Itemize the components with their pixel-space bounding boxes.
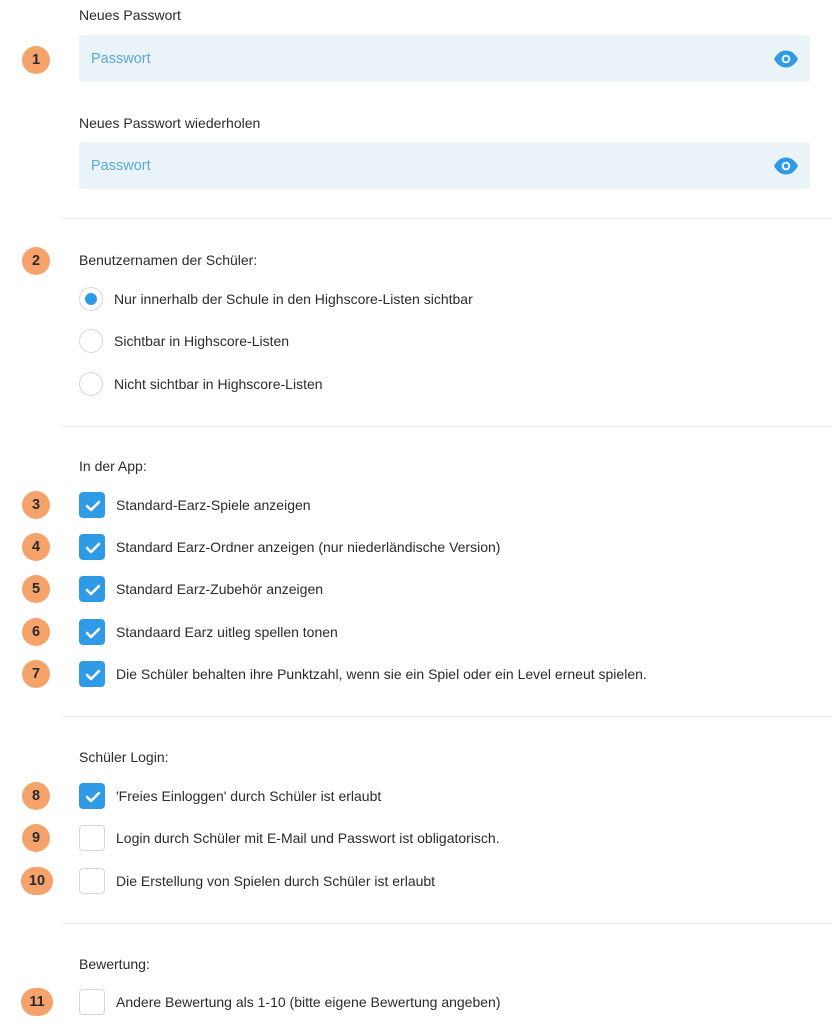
app-option-label[interactable]: Standaard Earz uitleg spellen tonen: [116, 624, 338, 640]
section-divider: [61, 218, 831, 219]
app-option[interactable]: [79, 491, 311, 519]
repeat-password-field[interactable]: [79, 142, 810, 189]
rating-option-label[interactable]: Andere Bewertung als 1-10 (bitte eigene Bewertung angeben): [116, 994, 501, 1010]
username-option-label[interactable]: Nur innerhalb der Schule in den Highscore-Listen sichtbar: [114, 291, 473, 307]
section-divider: [61, 923, 831, 924]
in-app-label: In der App:: [79, 458, 147, 474]
new-password-label: Neues Passwort: [79, 7, 181, 23]
eye-icon[interactable]: [773, 49, 799, 69]
checkbox[interactable]: [79, 783, 105, 809]
annotation-badge-4: 4: [22, 533, 50, 561]
username-option-label[interactable]: Sichtbar in Highscore-Listen: [114, 333, 290, 349]
checkbox[interactable]: [79, 661, 105, 687]
usernames-label: Benutzernamen der Schüler:: [79, 252, 258, 268]
section-divider: [61, 716, 831, 717]
username-option[interactable]: [79, 370, 323, 398]
checkbox[interactable]: [79, 989, 105, 1015]
rating-label: Bewertung:: [79, 956, 150, 972]
annotation-badge-9: 9: [22, 824, 50, 852]
annotation-badge-2: 2: [22, 247, 50, 275]
login-option-label[interactable]: Die Erstellung von Spielen durch Schüler ist erlaubt: [116, 873, 436, 889]
annotation-badge-3: 3: [22, 491, 50, 519]
radio-button[interactable]: [79, 329, 103, 353]
annotation-badge-8: 8: [22, 782, 50, 810]
new-password-input[interactable]: [79, 35, 739, 82]
app-option[interactable]: [79, 575, 323, 603]
app-option[interactable]: [79, 618, 338, 646]
app-option[interactable]: [79, 533, 500, 561]
username-option[interactable]: [79, 327, 289, 355]
section-divider: [61, 426, 831, 427]
app-option-label[interactable]: Die Schüler behalten ihre Punktzahl, wenn sie ein Spiel oder ein Level erneut spielen.: [116, 666, 647, 682]
login-option[interactable]: [79, 782, 381, 810]
eye-icon[interactable]: [773, 156, 799, 176]
login-option[interactable]: [79, 867, 435, 895]
username-option[interactable]: [79, 285, 473, 313]
checkbox[interactable]: [79, 825, 105, 851]
repeat-password-input[interactable]: [79, 142, 739, 189]
annotation-badge-6: 6: [22, 618, 50, 646]
radio-button[interactable]: [79, 287, 103, 311]
app-option[interactable]: [79, 660, 647, 688]
annotation-badge-1: 1: [22, 46, 50, 74]
checkbox[interactable]: [79, 619, 105, 645]
username-option-label[interactable]: Nicht sichtbar in Highscore-Listen: [114, 376, 323, 392]
repeat-password-label: Neues Passwort wiederholen: [79, 115, 261, 131]
annotation-badge-5: 5: [22, 575, 50, 603]
login-option-label[interactable]: Login durch Schüler mit E-Mail und Passwort ist obligatorisch.: [116, 830, 500, 846]
app-option-label[interactable]: Standard Earz-Ordner anzeigen (nur niederländische Version): [116, 539, 501, 555]
radio-button[interactable]: [79, 372, 103, 396]
login-option[interactable]: [79, 824, 500, 852]
new-password-field[interactable]: [79, 35, 810, 82]
annotation-badge-7: 7: [22, 660, 50, 688]
login-option-label[interactable]: 'Freies Einloggen' durch Schüler ist erlaubt: [116, 788, 382, 804]
checkbox[interactable]: [79, 576, 105, 602]
student-login-label: Schüler Login:: [79, 749, 169, 765]
rating-option[interactable]: [79, 988, 500, 1016]
annotation-badge-10: 10: [21, 867, 53, 895]
checkbox[interactable]: [79, 868, 105, 894]
annotation-badge-11: 11: [21, 988, 53, 1016]
app-option-label[interactable]: Standard-Earz-Spiele anzeigen: [116, 497, 311, 513]
checkbox[interactable]: [79, 492, 105, 518]
checkbox[interactable]: [79, 534, 105, 560]
app-option-label[interactable]: Standard Earz-Zubehör anzeigen: [116, 581, 324, 597]
